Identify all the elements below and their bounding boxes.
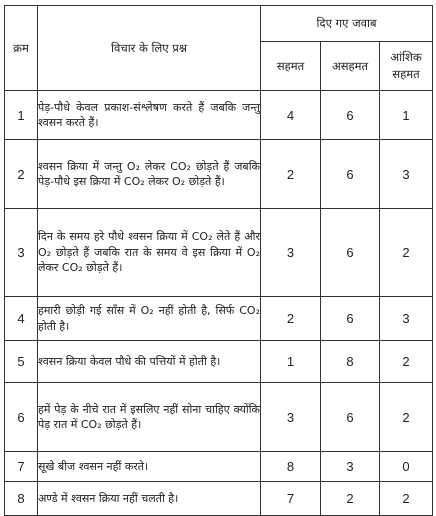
row-question: हमारी छोड़ी गई साँस में O₂ नहीं होती है, सिर्फ CO₂ होती है। — [38, 297, 261, 341]
table-row — [5, 297, 433, 341]
partial-count: 2 — [380, 209, 433, 297]
agree-count: 3 — [261, 383, 321, 452]
row-number: 1 — [5, 91, 38, 140]
header-disagree: असहमत — [321, 42, 380, 91]
table-row — [5, 383, 433, 452]
row-question: पेड़-पौधे केवल प्रकाश-संश्लेषण करते हैं जबकि जन्तु श्वसन करते हैं। — [38, 91, 261, 140]
row-question: सूखे बीज श्वसन नहीं करते। — [38, 452, 261, 482]
row-number: 4 — [5, 297, 38, 341]
disagree-count: 6 — [321, 383, 380, 452]
row-number: 8 — [5, 482, 38, 516]
disagree-count: 6 — [321, 209, 380, 297]
agree-count: 8 — [261, 452, 321, 482]
header-question: विचार के लिए प्रश्न — [38, 6, 261, 91]
partial-count: 2 — [380, 482, 433, 516]
disagree-count: 6 — [321, 91, 380, 140]
partial-count: 3 — [380, 297, 433, 341]
row-question: अण्डे में श्वसन क्रिया नहीं चलती है। — [38, 482, 261, 516]
row-question: श्वसन क्रिया केवल पौधे की पत्तियों में होती है। — [38, 341, 261, 383]
table-row — [5, 452, 433, 482]
table-row — [5, 91, 433, 140]
table-row — [5, 209, 433, 297]
header-partially-agree: आंशिक सहमत — [380, 42, 433, 91]
row-number: 6 — [5, 383, 38, 452]
table-row — [5, 140, 433, 209]
partial-count: 2 — [380, 383, 433, 452]
partial-count: 2 — [380, 341, 433, 383]
row-number: 3 — [5, 209, 38, 297]
agree-count: 2 — [261, 297, 321, 341]
header-agree: सहमत — [261, 42, 321, 91]
row-question: हमें पेड़ के नीचे रात में इसलिए नहीं सोना चाहिए क्योंकि पेड़ रात में CO₂ छोड़ते हैं। — [38, 383, 261, 452]
agree-count: 2 — [261, 140, 321, 209]
agree-count: 1 — [261, 341, 321, 383]
disagree-count: 6 — [321, 140, 380, 209]
header-row — [5, 6, 433, 42]
table-row — [5, 482, 433, 516]
disagree-count: 3 — [321, 452, 380, 482]
agree-count: 7 — [261, 482, 321, 516]
partial-count: 1 — [380, 91, 433, 140]
header-serial-number: क्रम — [5, 6, 38, 91]
agree-count: 3 — [261, 209, 321, 297]
row-question: दिन के समय हरे पौधे श्वसन क्रिया में CO₂ लेते हैं और O₂ छोड़ते हैं जबकि रात के समय वे इस क्रिया में O₂ लेकर CO₂ छोड़ते हैं। — [38, 209, 261, 297]
disagree-count: 8 — [321, 341, 380, 383]
row-number: 7 — [5, 452, 38, 482]
partial-count: 0 — [380, 452, 433, 482]
agree-count: 4 — [261, 91, 321, 140]
table-row — [5, 341, 433, 383]
disagree-count: 2 — [321, 482, 380, 516]
survey-table — [4, 5, 433, 516]
partial-count: 3 — [380, 140, 433, 209]
header-answers-given: दिए गए जवाब — [261, 6, 433, 42]
disagree-count: 6 — [321, 297, 380, 341]
row-number: 2 — [5, 140, 38, 209]
row-question: श्वसन क्रिया में जन्तु O₂ लेकर CO₂ छोड़ते हैं जबकि पेड़-पौधे इस क्रिया में CO₂ लेकर O₂ छोड़ते हैं। — [38, 140, 261, 209]
row-number: 5 — [5, 341, 38, 383]
